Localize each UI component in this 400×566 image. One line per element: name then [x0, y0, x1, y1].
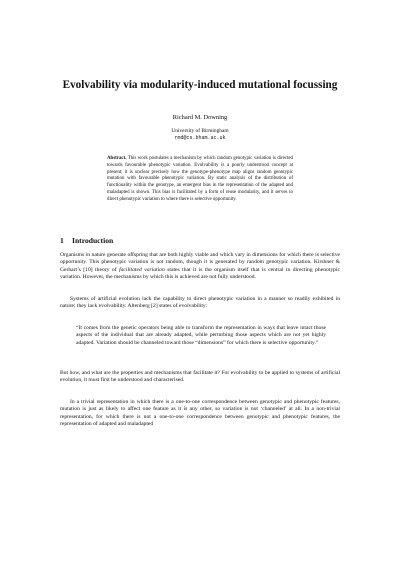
paragraph-1-text-b: states that it is the organism itself that is central in directing phenotypic variation. However, the mechanisms by which this is achieved are not fully understood.: [60, 266, 340, 281]
institution: University of Birmingham: [171, 128, 229, 134]
abstract-text: This work postulates a mechanism by which random genotypic variation is directed towards favourable phenotypic variation. Evolvability is a poorly understood concept at present; it is unclear precisely how the genotype-phenotype map aligns random genotypic mutation with favourable phenotypic variation. By static analysis of the distribution of functionality within the genotype, an emergent bias in the representation of the adapted and maladapted is shown. This bias is facilitated by a form of reuse modularity, and it serves to direct phenotypic variation to where there is selective opportunity.: [107, 156, 293, 202]
author-name: Richard M. Downing: [172, 114, 228, 121]
paragraph-2: Systems of artificial evolution lack the capability to direct phenotypic variation in a manner so readily exhibited in nature; they lack evolvability. Altenberg [2] states of evolvability:: [60, 296, 340, 310]
paragraph-4: In a trivial representation in which there is a one-to-one correspondence between genotypic and phenotypic features, mutation is just as likely to affect one feature as it is any other, so variation is not ‘channeled’ at all. In a non-trivial representation, for which there is not a one-to-one correspondence between genotypic and phenotypic features, the representation of adapted and maladapted: [60, 399, 340, 428]
facilitated-variation-term: facilitated variation: [119, 266, 165, 273]
section-title: Introduction: [72, 236, 114, 245]
abstract: [107, 156, 293, 204]
author-email: rmd@cs.bham.ac.uk: [174, 135, 226, 141]
section-number: 1: [60, 236, 64, 245]
paper-title: Evolvability via modularity-induced mutational focussing: [62, 79, 338, 91]
paragraph-1-text-a: Organisms in nature generate offspring that are both highly viable and which vary in dimensions for which there is selective opportunity. This phenotypic variation is not random, though it is generated by random genotypic variation. Kirshner & Gerhart’s [10] theory of: [60, 252, 340, 273]
abstract-label: Abstract.: [107, 156, 127, 161]
section-heading: [60, 236, 340, 246]
altenberg-quote: “It comes from the genetic operators being able to transform the representation in ways that leave intact those aspects of the individual that are already adapted, while perturbing those aspects which are not yet highly adapted. Variation should be channeled toward those “dimensions” for which there is selective opportunity.”: [76, 325, 326, 346]
paragraph-3: But how, and what are the properties and mechanisms that facilitate it? For evolvability to be applied to systems of artificial evolution, it must first be understood and characterised.: [60, 370, 340, 384]
paragraph-1: [60, 252, 340, 281]
author-affiliation: [100, 128, 300, 142]
